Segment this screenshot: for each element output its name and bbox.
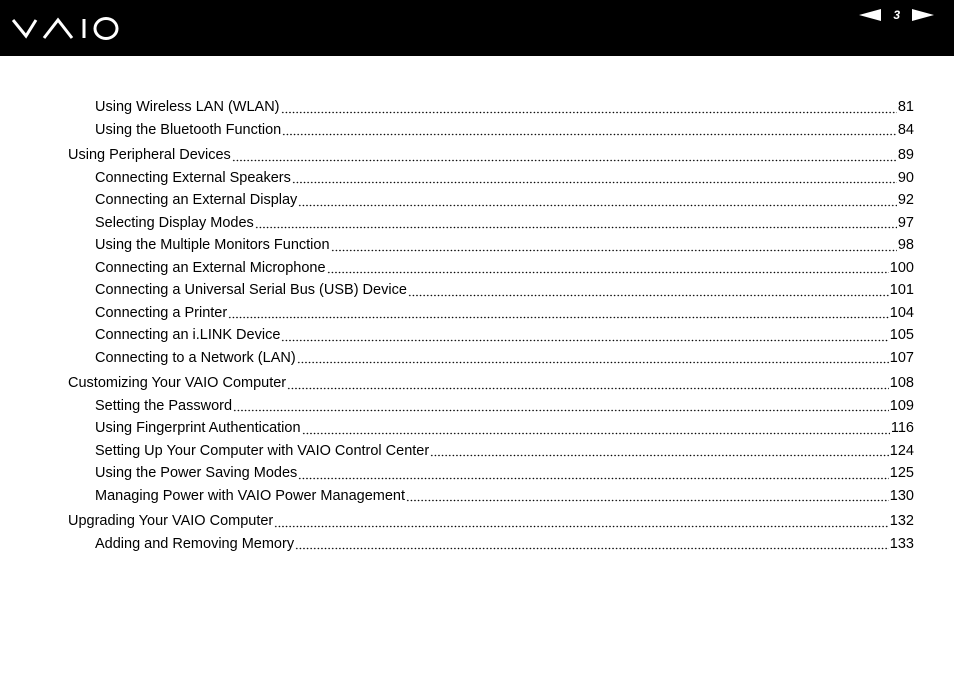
dot-leader — [282, 126, 897, 136]
toc-entry-page-number: 92 — [897, 192, 914, 209]
next-page-icon[interactable] — [912, 9, 934, 21]
toc-section-link[interactable] — [68, 144, 914, 167]
toc-subsection-link[interactable] — [68, 257, 914, 280]
toc-entry-title: Adding and Removing Memory — [95, 535, 295, 552]
toc-subsection-link[interactable] — [68, 279, 914, 302]
toc-subsection-link[interactable] — [68, 324, 914, 347]
toc-entry-title: Setting the Password — [95, 397, 233, 414]
dot-leader — [302, 425, 890, 435]
toc-entry-title: Using the Multiple Monitors Function — [95, 237, 330, 254]
toc-entry-title: Selecting Display Modes — [95, 214, 254, 231]
toc-entry-page-number: 81 — [897, 99, 914, 116]
toc-subsection-link[interactable] — [68, 347, 914, 370]
dot-leader — [327, 264, 889, 274]
dot-leader — [430, 447, 889, 457]
toc-entry-page-number: 84 — [897, 121, 914, 138]
toc-subsection-link[interactable] — [68, 417, 914, 440]
toc-entry-title: Managing Power with VAIO Power Management — [95, 487, 406, 504]
page-number: 3 — [893, 8, 900, 22]
toc-subsection-link[interactable] — [68, 212, 914, 235]
toc-entry-title: Connecting an External Microphone — [95, 259, 326, 276]
toc-entry-page-number: 132 — [889, 513, 914, 530]
dot-leader — [255, 219, 897, 229]
toc-entry-page-number: 108 — [889, 375, 914, 392]
dot-leader — [406, 492, 889, 502]
dot-leader — [331, 242, 897, 252]
toc-entry-title: Using the Power Saving Modes — [95, 465, 298, 482]
toc-entry-page-number: 98 — [897, 237, 914, 254]
dot-leader — [298, 197, 897, 207]
toc-entry-title: Connecting a Printer — [95, 304, 228, 321]
dot-leader — [408, 287, 889, 297]
toc-entry-page-number: 107 — [889, 349, 914, 366]
toc-section-link[interactable] — [68, 510, 914, 533]
toc-subsection-link[interactable] — [68, 462, 914, 485]
dot-leader — [292, 174, 897, 184]
toc-entry-title: Connecting an i.LINK Device — [95, 327, 281, 344]
toc-entry-page-number: 104 — [889, 304, 914, 321]
toc-entry-page-number: 133 — [889, 535, 914, 552]
toc-section-link[interactable] — [68, 372, 914, 395]
dot-leader — [228, 309, 889, 319]
toc-entry-page-number: 89 — [897, 147, 914, 164]
toc-entry-page-number: 105 — [889, 327, 914, 344]
toc-entry-title: Using Fingerprint Authentication — [95, 420, 301, 437]
toc-entry-page-number: 101 — [889, 282, 914, 299]
toc-entry-page-number: 125 — [889, 465, 914, 482]
toc-entry-title: Using Wireless LAN (WLAN) — [95, 99, 280, 116]
page-navigation — [859, 6, 934, 24]
toc-entry-title: Connecting a Universal Serial Bus (USB) Device — [95, 282, 407, 299]
dot-leader — [287, 380, 889, 390]
toc-subsection-link[interactable] — [68, 485, 914, 508]
toc-entry-title: Connecting External Speakers — [95, 169, 291, 186]
dot-leader — [295, 540, 889, 550]
toc-entry-title: Connecting an External Display — [95, 192, 298, 209]
prev-page-icon[interactable] — [859, 9, 881, 21]
toc-entry-page-number: 100 — [889, 259, 914, 276]
toc-subsection-link[interactable] — [68, 119, 914, 142]
toc-entry-title: Using Peripheral Devices — [68, 147, 231, 164]
toc-entry-title: Setting Up Your Computer with VAIO Control Center — [95, 442, 430, 459]
table-of-contents — [68, 96, 914, 555]
toc-entry-title: Upgrading Your VAIO Computer — [68, 513, 274, 530]
toc-subsection-link[interactable] — [68, 167, 914, 190]
toc-subsection-link[interactable] — [68, 189, 914, 212]
toc-entry-page-number: 97 — [897, 214, 914, 231]
toc-entry-page-number: 90 — [897, 169, 914, 186]
vaio-logo — [12, 14, 120, 42]
dot-leader — [281, 104, 897, 114]
toc-subsection-link[interactable] — [68, 234, 914, 257]
toc-subsection-link[interactable] — [68, 533, 914, 556]
toc-entry-title: Customizing Your VAIO Computer — [68, 375, 287, 392]
toc-subsection-link[interactable] — [68, 302, 914, 325]
toc-entry-page-number: 109 — [889, 397, 914, 414]
toc-entry-page-number: 130 — [889, 487, 914, 504]
toc-entry-page-number: 124 — [889, 442, 914, 459]
toc-entry-page-number: 116 — [890, 420, 914, 437]
dot-leader — [281, 332, 888, 342]
dot-leader — [298, 470, 888, 480]
toc-subsection-link[interactable] — [68, 395, 914, 418]
toc-subsection-link[interactable] — [68, 96, 914, 119]
header-bar — [0, 0, 954, 56]
dot-leader — [233, 402, 889, 412]
dot-leader — [274, 518, 889, 528]
toc-entry-title: Connecting to a Network (LAN) — [95, 349, 296, 366]
dot-leader — [297, 354, 889, 364]
toc-subsection-link[interactable] — [68, 440, 914, 463]
dot-leader — [232, 152, 897, 162]
toc-entry-title: Using the Bluetooth Function — [95, 121, 282, 138]
